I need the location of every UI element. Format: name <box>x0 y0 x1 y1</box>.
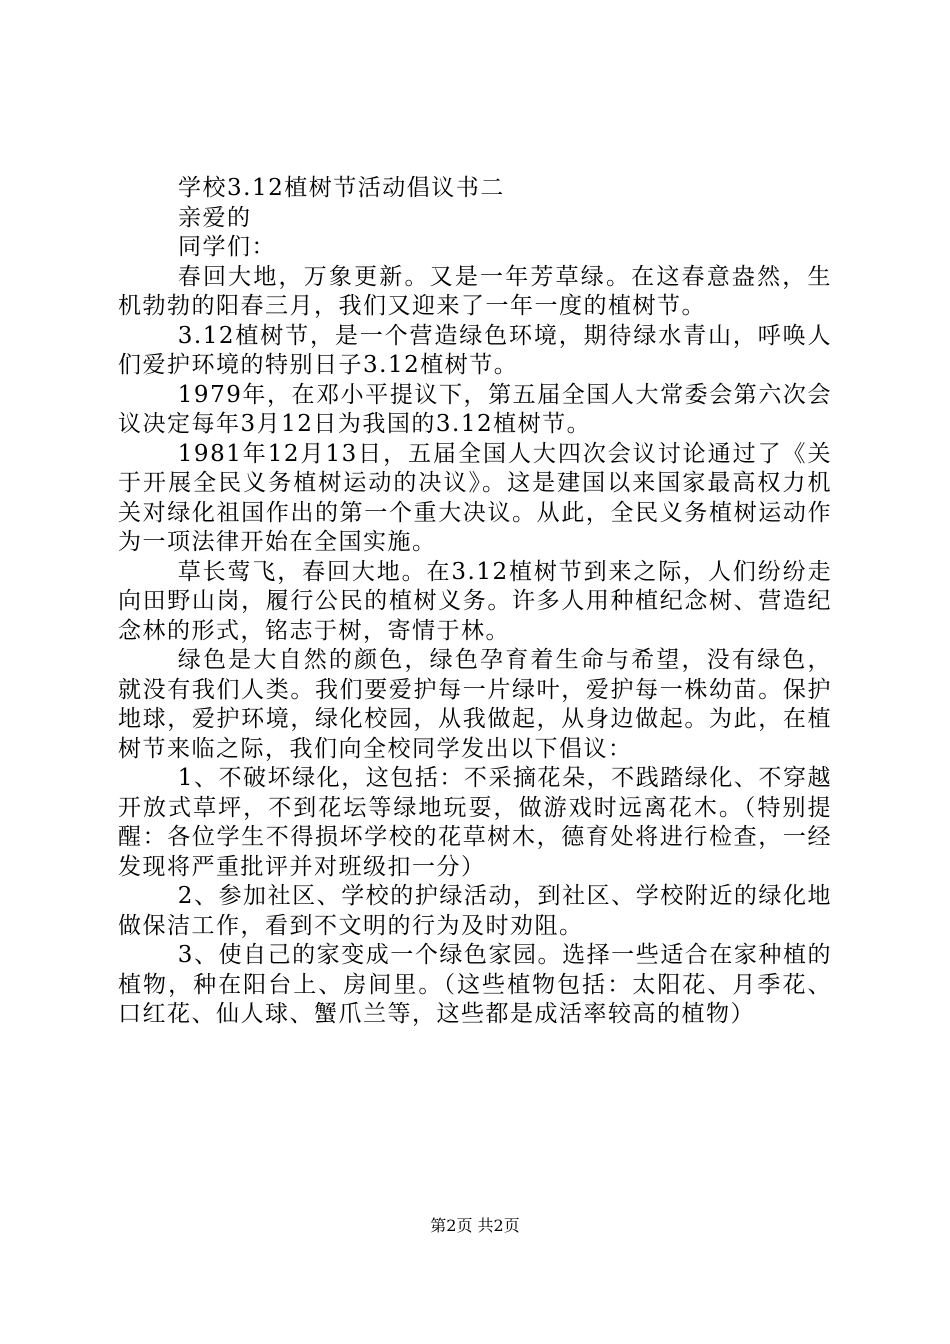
paragraph-arbor-day: 3.12植树节，是一个营造绿色环境，期待绿水青山，呼唤人们爱护环境的特别日子3.12植树节。 <box>118 322 832 378</box>
salutation-line-1: 亲爱的 <box>178 204 252 231</box>
paragraph-1979: 1979年，在邓小平提议下，第五届全国人大常委会第六次会议决定每年3月12日为我国的3.12植树节。 <box>118 381 832 437</box>
document-body <box>118 174 832 1030</box>
salutation-line-2: 同学们： <box>178 234 276 260</box>
paragraph-green: 绿色是大自然的颜色，绿色孕育着生命与希望，没有绿色，就没有我们人类。我们要爱护每一片绿叶，爱护每一株幼苗。保护地球，爱护环境，绿化校园，从我做起，从身边做起。为此，在植树节来临之际，我们向全校同学发出以下倡议： <box>118 647 832 762</box>
paragraph-1981: 1981年12月13日，五届全国人大四次会议讨论通过了《关于开展全民义务植树运动的决议》。这是建国以来国家最高权力机关对绿化祖国作出的第一个重大决议。从此，全民义务植树运动作为一项法律开始在全国实施。 <box>118 440 832 555</box>
paragraph-spring: 春回大地，万象更新。又是一年芳草绿。在这春意盎然，生机勃勃的阳春三月，我们又迎来了一年一度的植树节。 <box>118 263 832 319</box>
proposal-item-1: 1、不破坏绿化，这包括：不采摘花朵，不践踏绿化、不穿越开放式草坪，不到花坛等绿地玩耍，做游戏时远离花木。（特别提醒：各位学生不得损坏学校的花草树木，德育处将进行检查，一经发现将严重批评并对班级扣一分） <box>118 765 832 880</box>
paragraph-planting: 草长莺飞，春回大地。在3.12植树节到来之际，人们纷纷走向田野山岗，履行公民的植树义务。许多人用种植纪念树、营造纪念林的形式，铭志于树，寄情于林。 <box>118 558 832 644</box>
page-number-footer: 第2页 共2页 <box>430 1216 520 1235</box>
proposal-item-3: 3、使自己的家变成一个绿色家园。选择一些适合在家种植的植物，种在阳台上、房间里。（这些植物包括：太阳花、月季花、口红花、仙人球、蟹爪兰等，这些都是成活率较高的植物） <box>118 942 832 1027</box>
document-title: 学校3.12植树节活动倡议书二 <box>178 175 505 201</box>
proposal-item-2: 2、参加社区、学校的护绿活动，到社区、学校附近的绿化地做保洁工作，看到不文明的行为及时劝阻。 <box>118 883 832 939</box>
